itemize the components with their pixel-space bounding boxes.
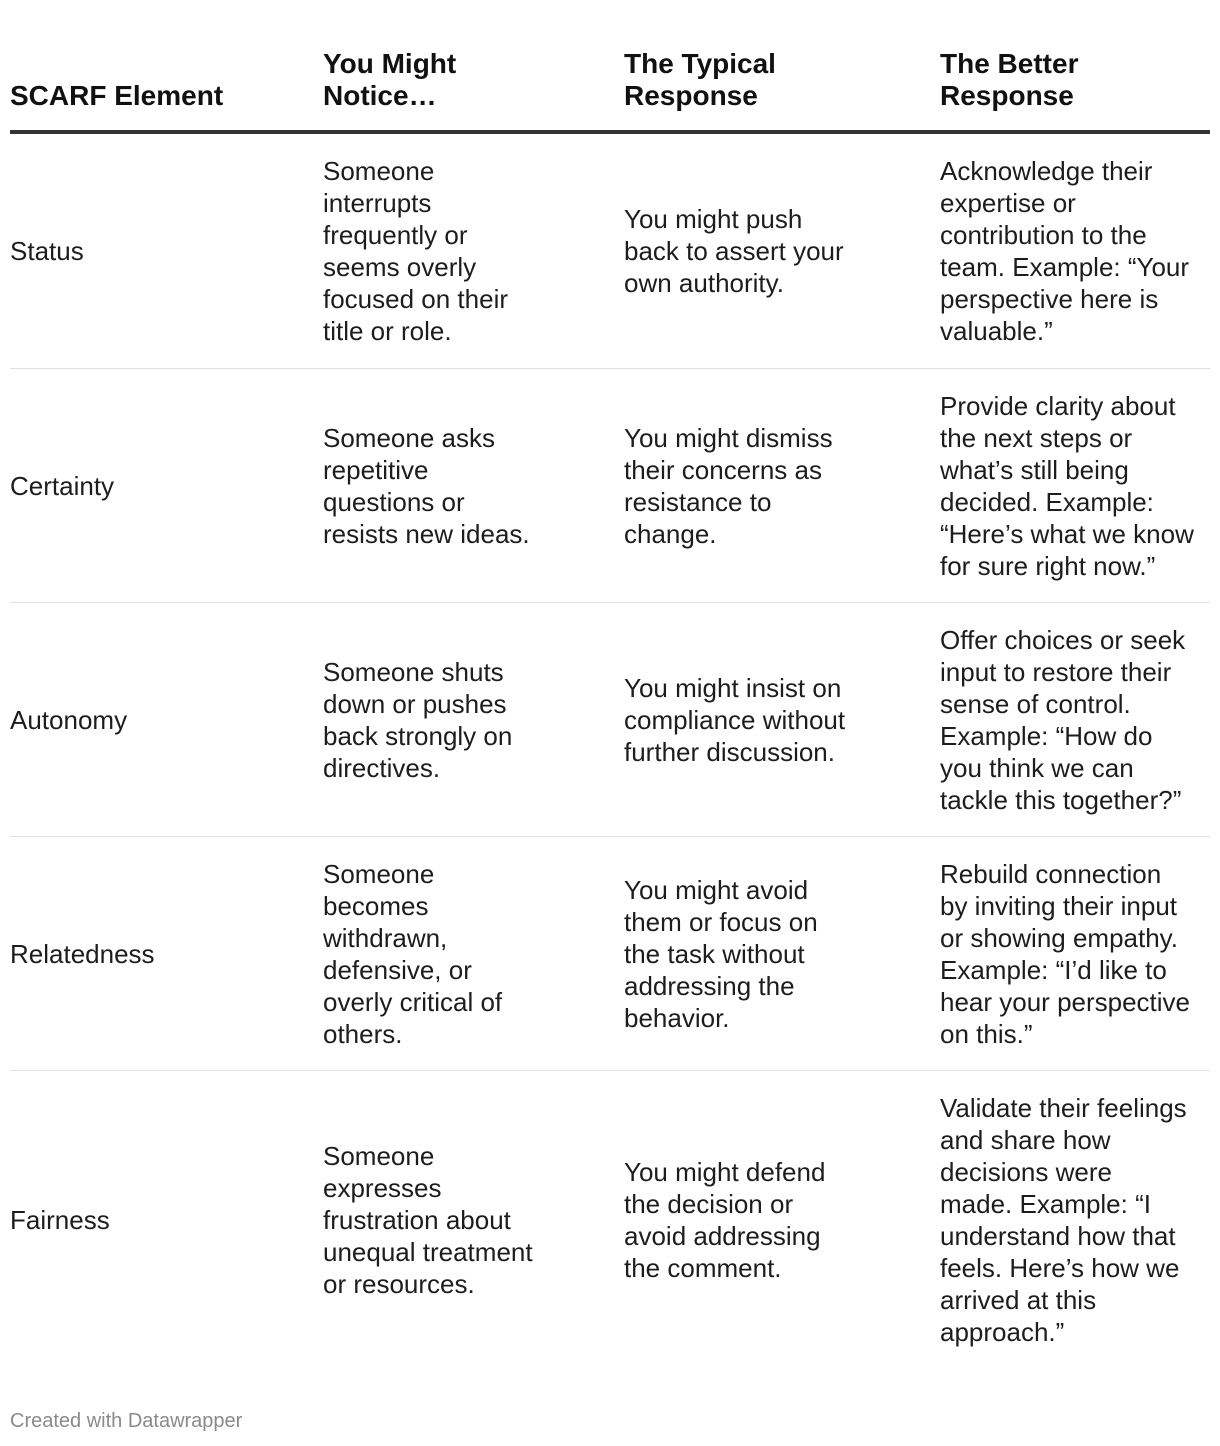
cell-better: Validate their feelings and share how decisions were made. Example: “I understand how that feels. Here’s how we arrived at this approach.” bbox=[940, 1093, 1187, 1347]
table-row bbox=[10, 603, 1210, 837]
cell-better: Provide clarity about the next steps or what’s still being decided. Example: “Here’s what we know for sure right now.” bbox=[940, 390, 1194, 581]
cell-notice: Someone becomes withdrawn, defensive, or overly critical of others. bbox=[323, 858, 503, 1049]
table-row bbox=[10, 1071, 1210, 1369]
cell-notice: Someone expresses frustration about unequal treatment or resources. bbox=[323, 1141, 533, 1299]
header-better-response: The Better Response bbox=[940, 48, 1079, 111]
table-row bbox=[10, 369, 1210, 603]
header-you-might-notice: You Might Notice… bbox=[323, 48, 457, 111]
cell-element: Relatedness bbox=[10, 938, 155, 969]
table-row bbox=[10, 134, 1210, 369]
cell-element: Certainty bbox=[10, 470, 115, 501]
scarf-table bbox=[10, 0, 1210, 1369]
cell-better: Rebuild connection by inviting their input or showing empathy. Example: “I’d like to hear your perspective on this.” bbox=[940, 858, 1191, 1049]
cell-notice: Someone interrupts frequently or seems overly focused on their title or role. bbox=[323, 156, 509, 346]
cell-notice: Someone shuts down or pushes back strongly on directives. bbox=[323, 656, 513, 783]
cell-element: Status bbox=[10, 236, 84, 266]
table-row bbox=[10, 837, 1210, 1071]
cell-better: Offer choices or seek input to restore their sense of control. Example: “How do you think we can tackle this together?” bbox=[940, 624, 1186, 815]
header-scarf-element: SCARF Element bbox=[10, 80, 224, 111]
datawrapper-credit[interactable]: Created with Datawrapper bbox=[10, 1410, 243, 1432]
cell-element: Autonomy bbox=[10, 704, 128, 735]
table-header bbox=[10, 0, 1210, 134]
header-typical-response: The Typical Response bbox=[624, 48, 776, 111]
cell-typical: You might avoid them or focus on the task without addressing the behavior. bbox=[624, 874, 818, 1033]
cell-typical: You might push back to assert your own authority. bbox=[624, 204, 844, 298]
cell-notice: Someone asks repetitive questions or resists new ideas. bbox=[323, 422, 530, 549]
cell-typical: You might dismiss their concerns as resistance to change. bbox=[624, 422, 833, 549]
cell-typical: You might insist on compliance without further discussion. bbox=[624, 672, 846, 767]
cell-element: Fairness bbox=[10, 1205, 110, 1235]
cell-better: Acknowledge their expertise or contribution to the team. Example: “Your perspective here is valuable.” bbox=[940, 156, 1190, 346]
cell-typical: You might defend the decision or avoid addressing the comment. bbox=[624, 1157, 826, 1283]
